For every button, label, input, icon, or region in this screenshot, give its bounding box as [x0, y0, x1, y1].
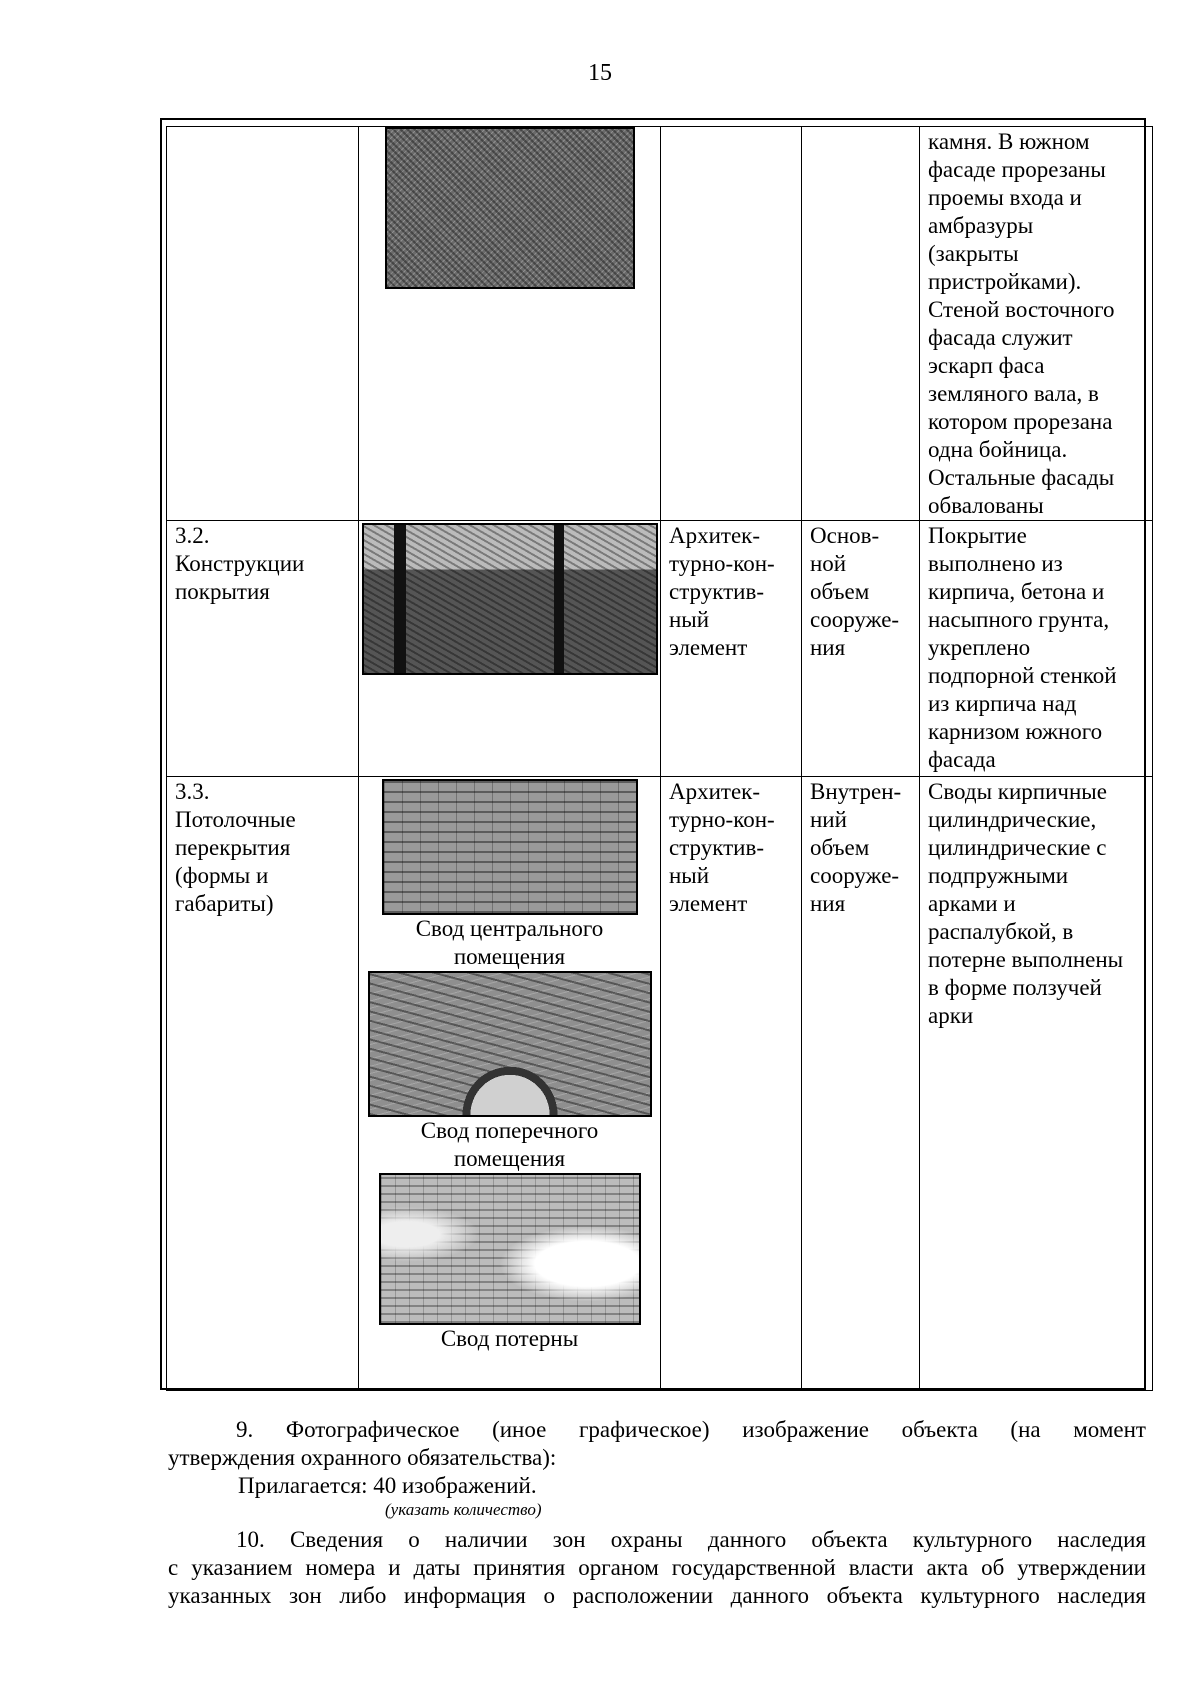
type-line: Архитек-	[669, 523, 761, 548]
location-line: сооруже-	[810, 607, 900, 632]
photo-cell	[359, 777, 661, 1391]
facade-photo	[385, 127, 635, 289]
postern-vault-photo	[379, 1173, 641, 1325]
description-line: Своды кирпичные	[928, 779, 1107, 804]
element-line: 3.2.	[175, 523, 210, 548]
description-line: Стеной восточного	[928, 297, 1115, 322]
table-row	[167, 521, 1153, 777]
location-line: ния	[810, 635, 846, 660]
location-line: Основ-	[810, 523, 880, 548]
description-line: карнизом южного	[928, 719, 1103, 744]
description-line: Покрытие	[928, 523, 1027, 548]
description-line: цилиндрические с	[928, 835, 1107, 860]
photo-caption: помещения	[453, 944, 566, 969]
photo-caption: Свод поперечного	[420, 1118, 599, 1143]
description-line: котором прорезана	[928, 409, 1113, 434]
element-line: Потолочные	[175, 807, 296, 832]
central-vault-photo	[382, 779, 638, 915]
element-cell	[167, 127, 359, 521]
photo-cell	[359, 127, 661, 521]
type-line: ный	[669, 607, 710, 632]
description-line: кирпича, бетона и	[928, 579, 1105, 604]
count-hint: (указать количество)	[385, 1500, 542, 1519]
description-line: выполнено из	[928, 551, 1063, 576]
photo-cell	[359, 521, 661, 777]
location-line: ния	[810, 891, 846, 916]
photo-caption: Свод потерны	[440, 1326, 579, 1351]
description-line: фасаде прорезаны	[928, 157, 1106, 182]
description-line: камня. В южном	[928, 129, 1090, 154]
location-line: сооруже-	[810, 863, 900, 888]
section-9	[168, 1416, 1146, 1500]
description-line: укреплено	[928, 635, 1031, 660]
location-cell	[802, 777, 920, 1391]
location-line: объем	[810, 835, 870, 860]
table-row	[167, 127, 1153, 521]
element-line: (формы и	[175, 863, 269, 888]
element-line: габариты)	[175, 891, 274, 916]
description-cell	[920, 777, 1153, 1391]
description-line: земляного вала, в	[928, 381, 1099, 406]
roof-photo	[362, 523, 658, 675]
description-line: эскарп фаса	[928, 353, 1045, 378]
description-line: (закрыты	[928, 241, 1019, 266]
attached-count: Прилагается: 40 изображений.	[238, 1473, 537, 1498]
location-line: ний	[810, 807, 847, 832]
description-line: подпружными	[928, 863, 1069, 888]
element-line: покрытия	[175, 579, 270, 604]
type-line: ный	[669, 863, 710, 888]
description-line: амбразуры	[928, 213, 1034, 238]
description-cell	[920, 521, 1153, 777]
table-row	[167, 777, 1153, 1391]
type-line: турно-кон-	[669, 551, 775, 576]
description-cell	[920, 127, 1153, 521]
section-10-line: 10. Сведения о наличии зон охраны данного объекта культурного наследия	[236, 1527, 1146, 1552]
element-line: Конструкции	[175, 551, 305, 576]
description-line: пристройками).	[928, 269, 1082, 294]
transverse-vault-photo	[368, 971, 652, 1117]
description-line: арками и	[928, 891, 1016, 916]
type-line: структив-	[669, 835, 764, 860]
type-line: турно-кон-	[669, 807, 775, 832]
description-line: в форме ползучей	[928, 975, 1102, 1000]
type-line: элемент	[669, 891, 748, 916]
type-cell	[661, 777, 802, 1391]
description-line: арки	[928, 1003, 974, 1028]
location-line: ной	[810, 551, 847, 576]
section-10	[168, 1526, 1146, 1610]
description-line: распалубкой, в	[928, 919, 1074, 944]
description-line: проемы входа и	[928, 185, 1082, 210]
elements-table	[166, 126, 1153, 1391]
element-cell	[167, 521, 359, 777]
description-line: цилиндрические,	[928, 807, 1097, 832]
element-cell	[167, 777, 359, 1391]
description-line: потерне выполнены	[928, 947, 1124, 972]
element-line: 3.3.	[175, 779, 210, 804]
section-10-line: с указанием номера и даты принятия органом государственной власти акта об утверждении	[168, 1555, 1146, 1580]
description-line: фасада служит	[928, 325, 1073, 350]
section-9-line: 9. Фотографическое (иное графическое) изображение объекта (на момент	[236, 1417, 1146, 1442]
description-line: одна бойница.	[928, 437, 1068, 462]
location-cell	[802, 521, 920, 777]
location-line: Внутрен-	[810, 779, 902, 804]
type-cell	[661, 127, 802, 521]
description-line: фасада	[928, 747, 996, 772]
description-line: насыпного грунта,	[928, 607, 1110, 632]
photo-caption: Свод центрального	[415, 916, 604, 941]
location-cell	[802, 127, 920, 521]
photo-caption: помещения	[453, 1146, 566, 1171]
type-line: структив-	[669, 579, 764, 604]
type-line: Архитек-	[669, 779, 761, 804]
element-line: перекрытия	[175, 835, 291, 860]
type-cell	[661, 521, 802, 777]
type-line: элемент	[669, 635, 748, 660]
description-line: из кирпича над	[928, 691, 1077, 716]
section-10-line: указанных зон либо информация о расположении данного объекта культурного наследия	[168, 1583, 1146, 1608]
description-line: Остальные фасады	[928, 465, 1115, 490]
section-9-line: утверждения охранного обязательства):	[168, 1445, 557, 1470]
page-number: 15	[588, 60, 612, 86]
location-line: объем	[810, 579, 870, 604]
description-line: подпорной стенкой	[928, 663, 1117, 688]
description-line: обвалованы	[928, 493, 1044, 518]
